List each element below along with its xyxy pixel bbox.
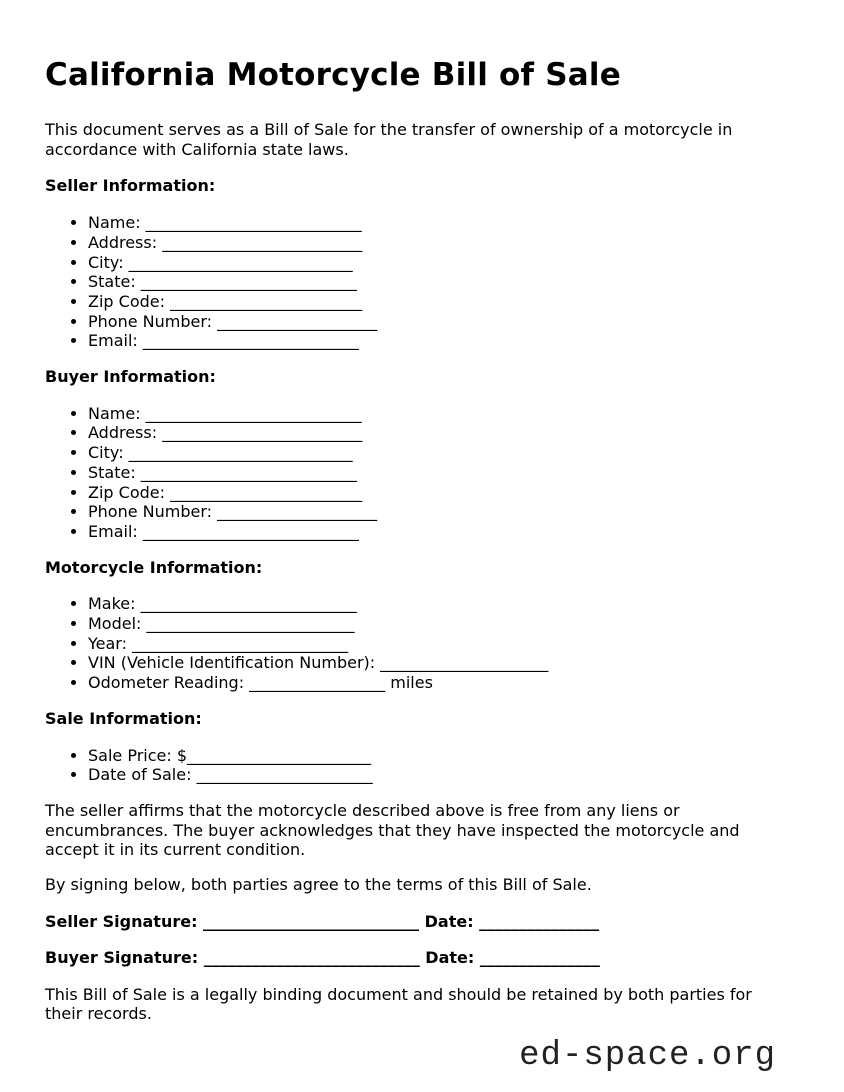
watermark-text: ed-space.org <box>519 1037 776 1076</box>
motorcycle-odometer-field: • Odometer Reading: _________________ miles <box>88 673 799 693</box>
buyer-name-field: • Name: ___________________________ <box>88 404 799 424</box>
seller-information-list <box>45 213 799 351</box>
sale-price-field: • Sale Price: $_______________________ <box>88 746 799 766</box>
motorcycle-vin-field: • VIN (Vehicle Identification Number): _____________________ <box>88 653 799 673</box>
affirmation-line-3: accept it in its current condition. <box>45 840 306 860</box>
buyer-phone-number-field: • Phone Number: ____________________ <box>88 502 799 522</box>
intro-paragraph <box>45 120 799 159</box>
motorcycle-make-field: • Make: ___________________________ <box>88 594 799 614</box>
buyer-city-field: • City: ____________________________ <box>88 443 799 463</box>
intro-line-1: This document serves as a Bill of Sale for the transfer of ownership of a motorcycle in <box>45 120 733 139</box>
seller-email-field: • Email: ___________________________ <box>88 331 799 351</box>
sale-information-heading: Sale Information: <box>45 708 202 728</box>
buyer-information-heading: Buyer Information: <box>45 367 216 387</box>
seller-phone-number-field: • Phone Number: ____________________ <box>88 312 799 332</box>
motorcycle-year-field: • Year: ___________________________ <box>88 634 799 654</box>
seller-information-heading: Seller Information: <box>45 176 216 196</box>
signing-statement: By signing below, both parties agree to the terms of this Bill of Sale. <box>45 875 592 895</box>
motorcycle-model-field: • Model: __________________________ <box>88 614 799 634</box>
closing-line-1: This Bill of Sale is a legally binding document and should be retained by both parties for <box>45 984 752 1004</box>
buyer-zip-code-field: • Zip Code: ________________________ <box>88 483 799 503</box>
seller-signature-line: Seller Signature: ___________________________ Date: _______________ <box>45 911 600 931</box>
affirmation-paragraph <box>45 801 799 860</box>
seller-name-field: • Name: ___________________________ <box>88 213 799 233</box>
buyer-address-field: • Address: _________________________ <box>88 423 799 443</box>
closing-paragraph <box>45 985 799 1024</box>
motorcycle-information-list <box>45 594 799 693</box>
seller-state-field: • State: ___________________________ <box>88 272 799 292</box>
seller-address-field: • Address: _________________________ <box>88 233 799 253</box>
seller-city-field: • City: ____________________________ <box>88 253 799 273</box>
date-of-sale-field: • Date of Sale: ______________________ <box>88 765 799 785</box>
buyer-state-field: • State: ___________________________ <box>88 463 799 483</box>
motorcycle-information-heading: Motorcycle Information: <box>45 557 263 577</box>
document-title: California Motorcycle Bill of Sale <box>45 57 621 93</box>
affirmation-line-1: The seller affirms that the motorcycle described above is free from any liens or <box>45 800 680 820</box>
buyer-signature-line: Buyer Signature: ___________________________ Date: _______________ <box>45 948 600 967</box>
intro-line-2: accordance with California state laws. <box>45 139 349 159</box>
sale-information-list <box>45 746 799 785</box>
buyer-information-list <box>45 404 799 542</box>
closing-line-2: their records. <box>45 1004 152 1024</box>
affirmation-line-2: encumbrances. The buyer acknowledges that they have inspected the motorcycle and <box>45 820 740 840</box>
seller-zip-code-field: • Zip Code: ________________________ <box>88 292 799 312</box>
buyer-email-field: • Email: ___________________________ <box>88 522 799 542</box>
